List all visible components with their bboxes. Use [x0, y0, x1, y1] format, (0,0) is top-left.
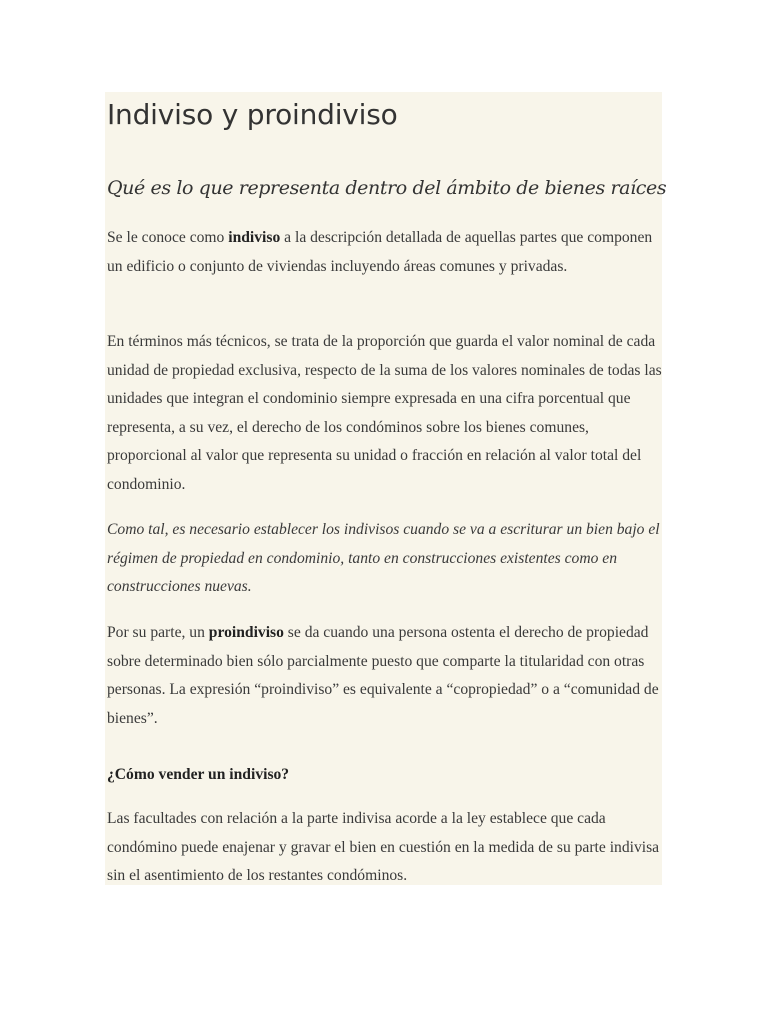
paragraph-selling-indiviso: Las facultades con relación a la parte indivisa acorde a la ley establece que cada condómino puede enajenar y gravar el bien en cuestión en la medida de su parte indivisa sin el asentimiento de los restantes condóminos. [107, 810, 660, 884]
article-title: Indiviso y proindiviso [107, 98, 398, 131]
term-indiviso: indiviso [228, 229, 281, 246]
paragraph-text: se da cuando una persona ostenta el derecho de propiedad sobre determinado bien sólo parcialmente puesto que comparte la titularidad con otras personas. La expresión “proindiviso” es equivalente a “copropiedad” o a “comunidad de bienes”. [107, 624, 659, 727]
paragraph-italic-note: Como tal, es necesario establecer los indivisos cuando se va a escriturar un bien bajo el régimen de propiedad en condominio, tanto en construcciones existentes como en construcciones nuevas. [107, 521, 660, 595]
paragraph-indiviso-definition [107, 224, 667, 281]
paragraph-text: a la descripción detallada de aquellas partes que componen un edificio o conjunto de viviendas incluyendo áreas comunes y privadas. [107, 229, 653, 275]
section-heading: ¿Cómo vender un indiviso? [107, 766, 290, 783]
paragraph-text: Se le conoce como [107, 229, 229, 246]
paragraph-text: Por su parte, un [107, 624, 209, 641]
article-subtitle: Qué es lo que representa dentro del ámbito de bienes raíces [107, 177, 667, 199]
term-proindiviso: proindiviso [208, 624, 284, 641]
paragraph-technical-definition: En términos más técnicos, se trata de la proporción que guarda el valor nominal de cada unidad de propiedad exclusiva, respecto de la suma de los valores nominales de todas las unidades que integran el condominio siempre expresada en una cifra porcentual que representa, a su vez, el derecho de los condóminos sobre los bienes comunes, proporcional al valor que representa su unidad o fracción en relación al valor total del condominio. [107, 333, 662, 493]
paragraph-proindiviso-definition [107, 619, 667, 733]
